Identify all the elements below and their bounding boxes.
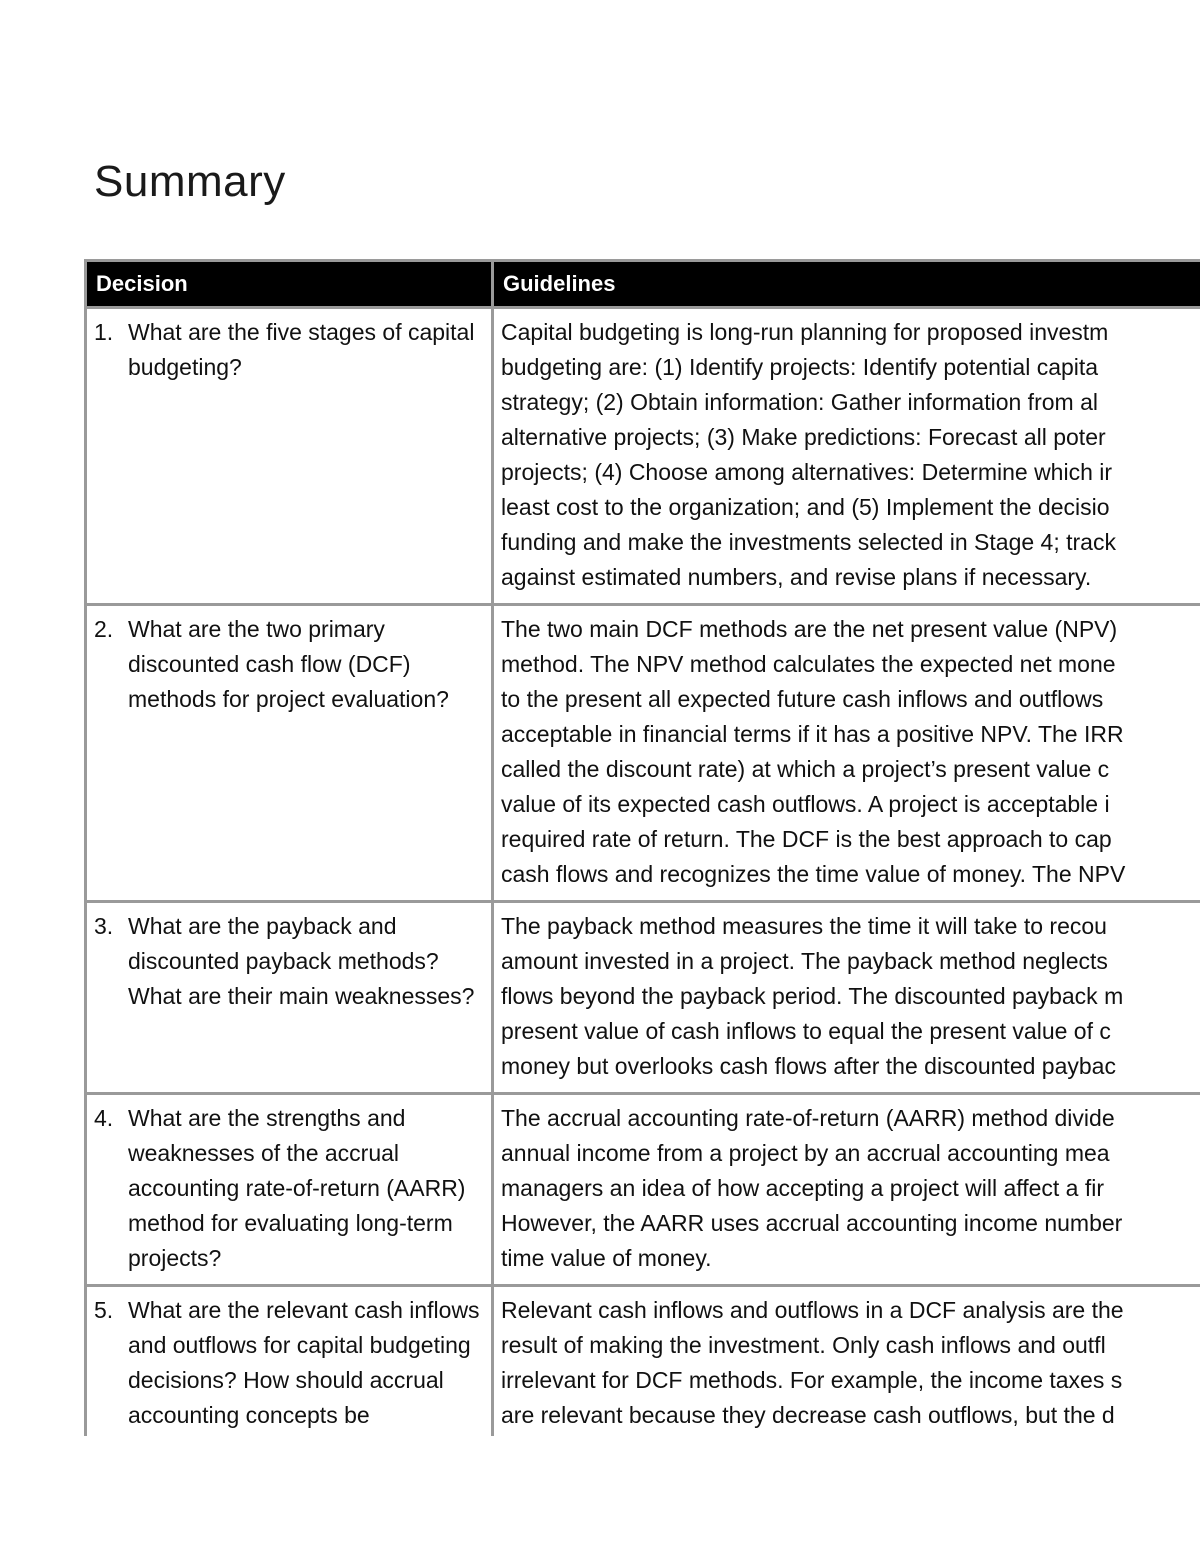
header-decision: Decision	[86, 261, 493, 308]
guideline-line: to the present all expected future cash inflows and outflows	[501, 686, 1104, 712]
guideline-line: present value of cash inflows to equal the present value of c	[501, 1018, 1111, 1044]
guideline-line: managers an idea of how accepting a project will affect a fir	[501, 1175, 1105, 1201]
decision-cell	[86, 308, 493, 605]
table-row	[86, 605, 1200, 902]
header-guidelines: Guidelines	[493, 261, 1200, 308]
decision-cell	[86, 1094, 493, 1286]
summary-table-container	[84, 259, 1200, 1436]
guideline-line: strategy; (2) Obtain information: Gather information from al	[501, 389, 1098, 415]
guideline-line: called the discount rate) at which a project’s present value c	[501, 756, 1110, 782]
decision-question: What are the payback and discounted payback methods? What are their main weaknesses?	[128, 913, 475, 1009]
guideline-line: alternative projects; (3) Make predictions: Forecast all poter	[501, 424, 1106, 450]
guideline-line: However, the AARR uses accrual accounting income number	[501, 1210, 1123, 1236]
decision-cell	[86, 902, 493, 1094]
decision-question: What are the two primary discounted cash flow (DCF) methods for project evaluation?	[128, 616, 449, 712]
page-title: Summary	[94, 157, 286, 207]
guidelines-cell	[493, 902, 1200, 1094]
table-row	[86, 1286, 1200, 1437]
guideline-line: money but overlooks cash flows after the discounted paybac	[501, 1053, 1116, 1079]
guideline-line: cash flows and recognizes the time value of money. The NPV	[501, 861, 1126, 887]
guideline-line: annual income from a project by an accrual accounting mea	[501, 1140, 1110, 1166]
decision-question: What are the strengths and weaknesses of the accrual accounting rate-of-return (AARR) method for evaluating long-term projects?	[128, 1105, 466, 1271]
decision-number: 2.	[94, 616, 114, 642]
guidelines-cell	[493, 605, 1200, 902]
guideline-line: required rate of return. The DCF is the best approach to cap	[501, 826, 1112, 852]
decision-number: 4.	[94, 1105, 114, 1131]
guideline-line: Relevant cash inflows and outflows in a DCF analysis are the	[501, 1297, 1124, 1323]
guideline-line: acceptable in financial terms if it has a positive NPV. The IRR	[501, 721, 1124, 747]
guideline-line: Capital budgeting is long-run planning for proposed investm	[501, 319, 1109, 345]
guideline-line: funding and make the investments selected in Stage 4; track	[501, 529, 1116, 555]
guideline-line: The two main DCF methods are the net present value (NPV)	[501, 616, 1118, 642]
guideline-line: The payback method measures the time it will take to recou	[501, 913, 1107, 939]
guidelines-cell	[493, 1286, 1200, 1437]
decision-question: What are the five stages of capital budgeting?	[128, 319, 475, 380]
decision-cell	[86, 605, 493, 902]
guideline-line: flows beyond the payback period. The discounted payback m	[501, 983, 1124, 1009]
guideline-line: result of making the investment. Only cash inflows and outfl	[501, 1332, 1106, 1358]
guideline-line: are relevant because they decrease cash outflows, but the d	[501, 1402, 1115, 1428]
guideline-line: against estimated numbers, and revise plans if necessary.	[501, 564, 1092, 590]
guideline-line: least cost to the organization; and (5) Implement the decisio	[501, 494, 1110, 520]
decision-cell	[86, 1286, 493, 1437]
table-row	[86, 902, 1200, 1094]
guideline-line: irrelevant for DCF methods. For example, the income taxes s	[501, 1367, 1123, 1393]
guideline-line: method. The NPV method calculates the expected net mone	[501, 651, 1116, 677]
table-row	[86, 1094, 1200, 1286]
decision-number: 3.	[94, 913, 114, 939]
guideline-line: The accrual accounting rate-of-return (AARR) method divide	[501, 1105, 1115, 1131]
table-row	[86, 308, 1200, 605]
guideline-line: time value of money.	[501, 1245, 712, 1271]
guidelines-cell	[493, 308, 1200, 605]
summary-table	[84, 259, 1200, 1436]
decision-number: 5.	[94, 1297, 114, 1323]
guidelines-cell	[493, 1094, 1200, 1286]
decision-question: What are the relevant cash inflows and outflows for capital budgeting decisions? How should accrual accounting concepts be	[128, 1297, 480, 1428]
guideline-line: budgeting are: (1) Identify projects: Identify potential capita	[501, 354, 1099, 380]
guideline-line: projects; (4) Choose among alternatives: Determine which ir	[501, 459, 1113, 485]
guideline-line: amount invested in a project. The payback method neglects	[501, 948, 1108, 974]
decision-number: 1.	[94, 319, 114, 345]
table-header-row	[86, 261, 1200, 308]
guideline-line: value of its expected cash outflows. A project is acceptable i	[501, 791, 1110, 817]
